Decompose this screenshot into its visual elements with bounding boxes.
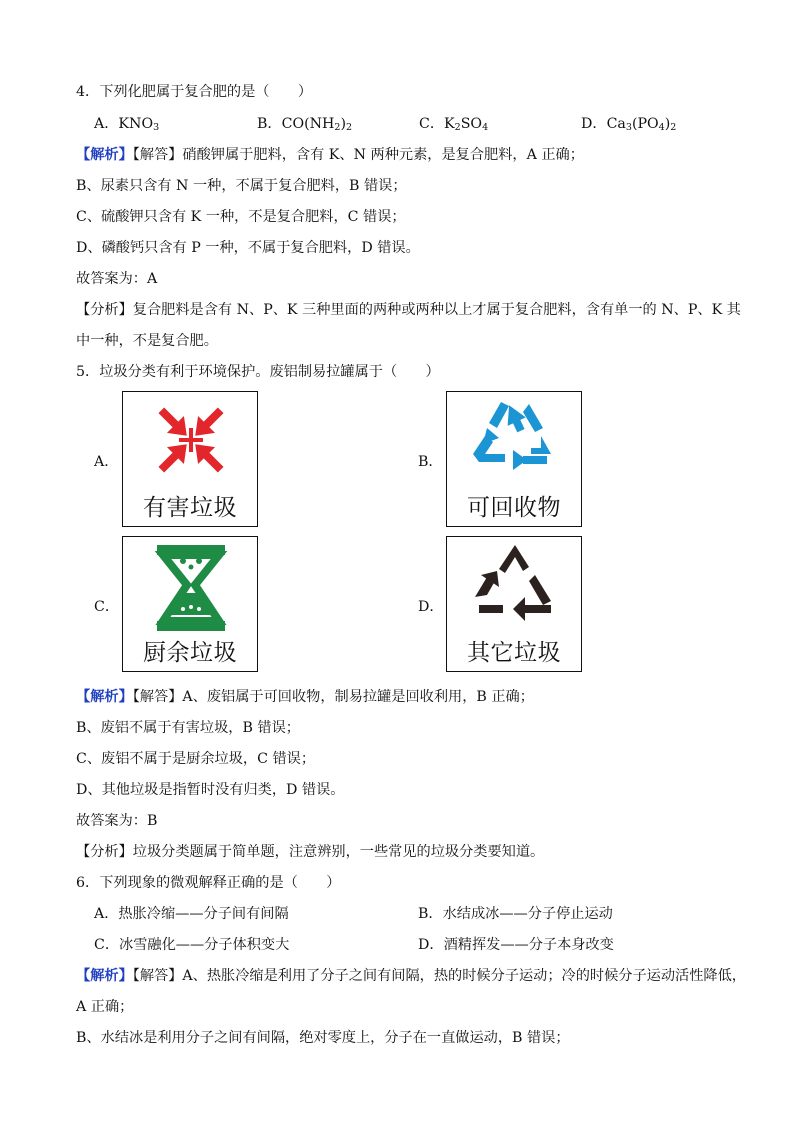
q5-solution-line-2: B、废铝不属于有害垃圾，B 错误；: [76, 720, 300, 736]
q6-option-a: A．热胀冷缩——分子间有间隔: [94, 906, 289, 922]
recyclable-sign: [446, 391, 582, 527]
q5-option-a-label: A．: [94, 454, 119, 470]
q4-answer: 故答案为：A: [76, 271, 158, 287]
q4-analysis-line-2: 中一种，不是复合肥。: [76, 333, 218, 349]
kitchen-waste-sign: [122, 536, 258, 672]
q4-option-a: A．$KNO_3$: [94, 116, 160, 133]
q5-option-c-label: C．: [94, 599, 120, 615]
q5-answer: 故答案为：B: [76, 813, 158, 829]
analysis-label: 【分析】: [76, 302, 133, 318]
q6-solution-line-1b: A 正确；: [76, 999, 134, 1015]
analysis-tag: 【解析】: [76, 689, 133, 705]
kitchen-waste-icon: [123, 537, 259, 637]
q5-solution-line-4: D、其他垃圾是指暂时没有归类，D 错误。: [76, 782, 345, 798]
recyclable-caption: 可回收物: [467, 495, 561, 521]
q5-option-b-label: B．: [418, 454, 443, 470]
hazardous-waste-caption: 有害垃圾: [143, 495, 237, 521]
hazardous-waste-sign: [122, 391, 258, 527]
q4-solution-line-4: D、磷酸钙只含有 P 一种，不属于复合肥料，D 错误。: [76, 240, 420, 256]
q4-solution-line-2: B、尿素只含有 N 一种，不属于复合肥料，B 错误；: [76, 178, 407, 194]
q5-analysis-line-1: 【分析】垃圾分类题属于简单题，注意辨别，一些常见的垃圾分类要知道。: [76, 844, 545, 860]
analysis-tag: 【解析】: [76, 968, 133, 984]
analysis-tag: 【解析】: [76, 147, 133, 163]
q5-option-d-label: D．: [418, 599, 444, 615]
q4-option-d: D．$Ca_3(PO_4)_2$: [581, 116, 677, 133]
q4-analysis-line-1: 【分析】复合肥料是含有 N、P、K 三种里面的两种或两种以上才属于复合肥料，含有单一的 N、P、K 其: [76, 302, 741, 318]
hazard-arrows-icon: [123, 392, 259, 492]
q6-option-b: B．水结成冰——分子停止运动: [418, 906, 613, 922]
q5-solution-line-1: 【解析】【解答】A、废铝属于可回收物，制易拉罐是回收利用，B 正确；: [76, 689, 534, 705]
recycle-icon: [447, 392, 583, 492]
q6-option-c: C．冰雪融化——分子体积变大: [94, 937, 290, 953]
q4-stem: 4．下列化肥属于复合肥的是（ ）: [76, 84, 313, 100]
solution-tag: 【解答】: [132, 968, 183, 984]
other-waste-icon: [447, 537, 583, 637]
q6-stem: 6．下列现象的微观解释正确的是（ ）: [76, 875, 341, 891]
q4-solution-line-3: C、硫酸钾只含有 K 一种，不是复合肥料，C 错误；: [76, 209, 406, 225]
kitchen-waste-caption: 厨余垃圾: [143, 640, 237, 666]
q4-option-c: C．$K_2SO_4$: [419, 116, 489, 133]
q6-option-d: D．酒精挥发——分子本身改变: [418, 937, 614, 953]
q5-stem: 5．垃圾分类有利于环境保护。废铝制易拉罐属于（ ）: [76, 364, 440, 380]
q6-solution-line-2: B、水结冰是利用分子之间有间隔，绝对零度上，分子在一直做运动，B 错误；: [76, 1030, 570, 1046]
other-waste-caption: 其它垃圾: [467, 640, 561, 666]
q4-solution-line-1: 【解析】【解答】硝酸钾属于肥料，含有 K、N 两种元素，是复合肥料，A 正确；: [76, 147, 584, 163]
analysis-label: 【分析】: [76, 844, 133, 860]
other-waste-sign: [446, 536, 582, 672]
q6-solution-line-1: 【解析】【解答】A、热胀冷缩是利用了分子之间有间隔，热的时候分子运动；冷的时候分子运动活性降低，: [76, 968, 746, 984]
solution-tag: 【解答】: [132, 147, 183, 163]
q4-option-b: B．$CO(NH_2)_2$: [257, 116, 353, 133]
solution-tag: 【解答】: [132, 689, 183, 705]
q5-solution-line-3: C、废铝不属于是厨余垃圾，C 错误；: [76, 751, 316, 767]
